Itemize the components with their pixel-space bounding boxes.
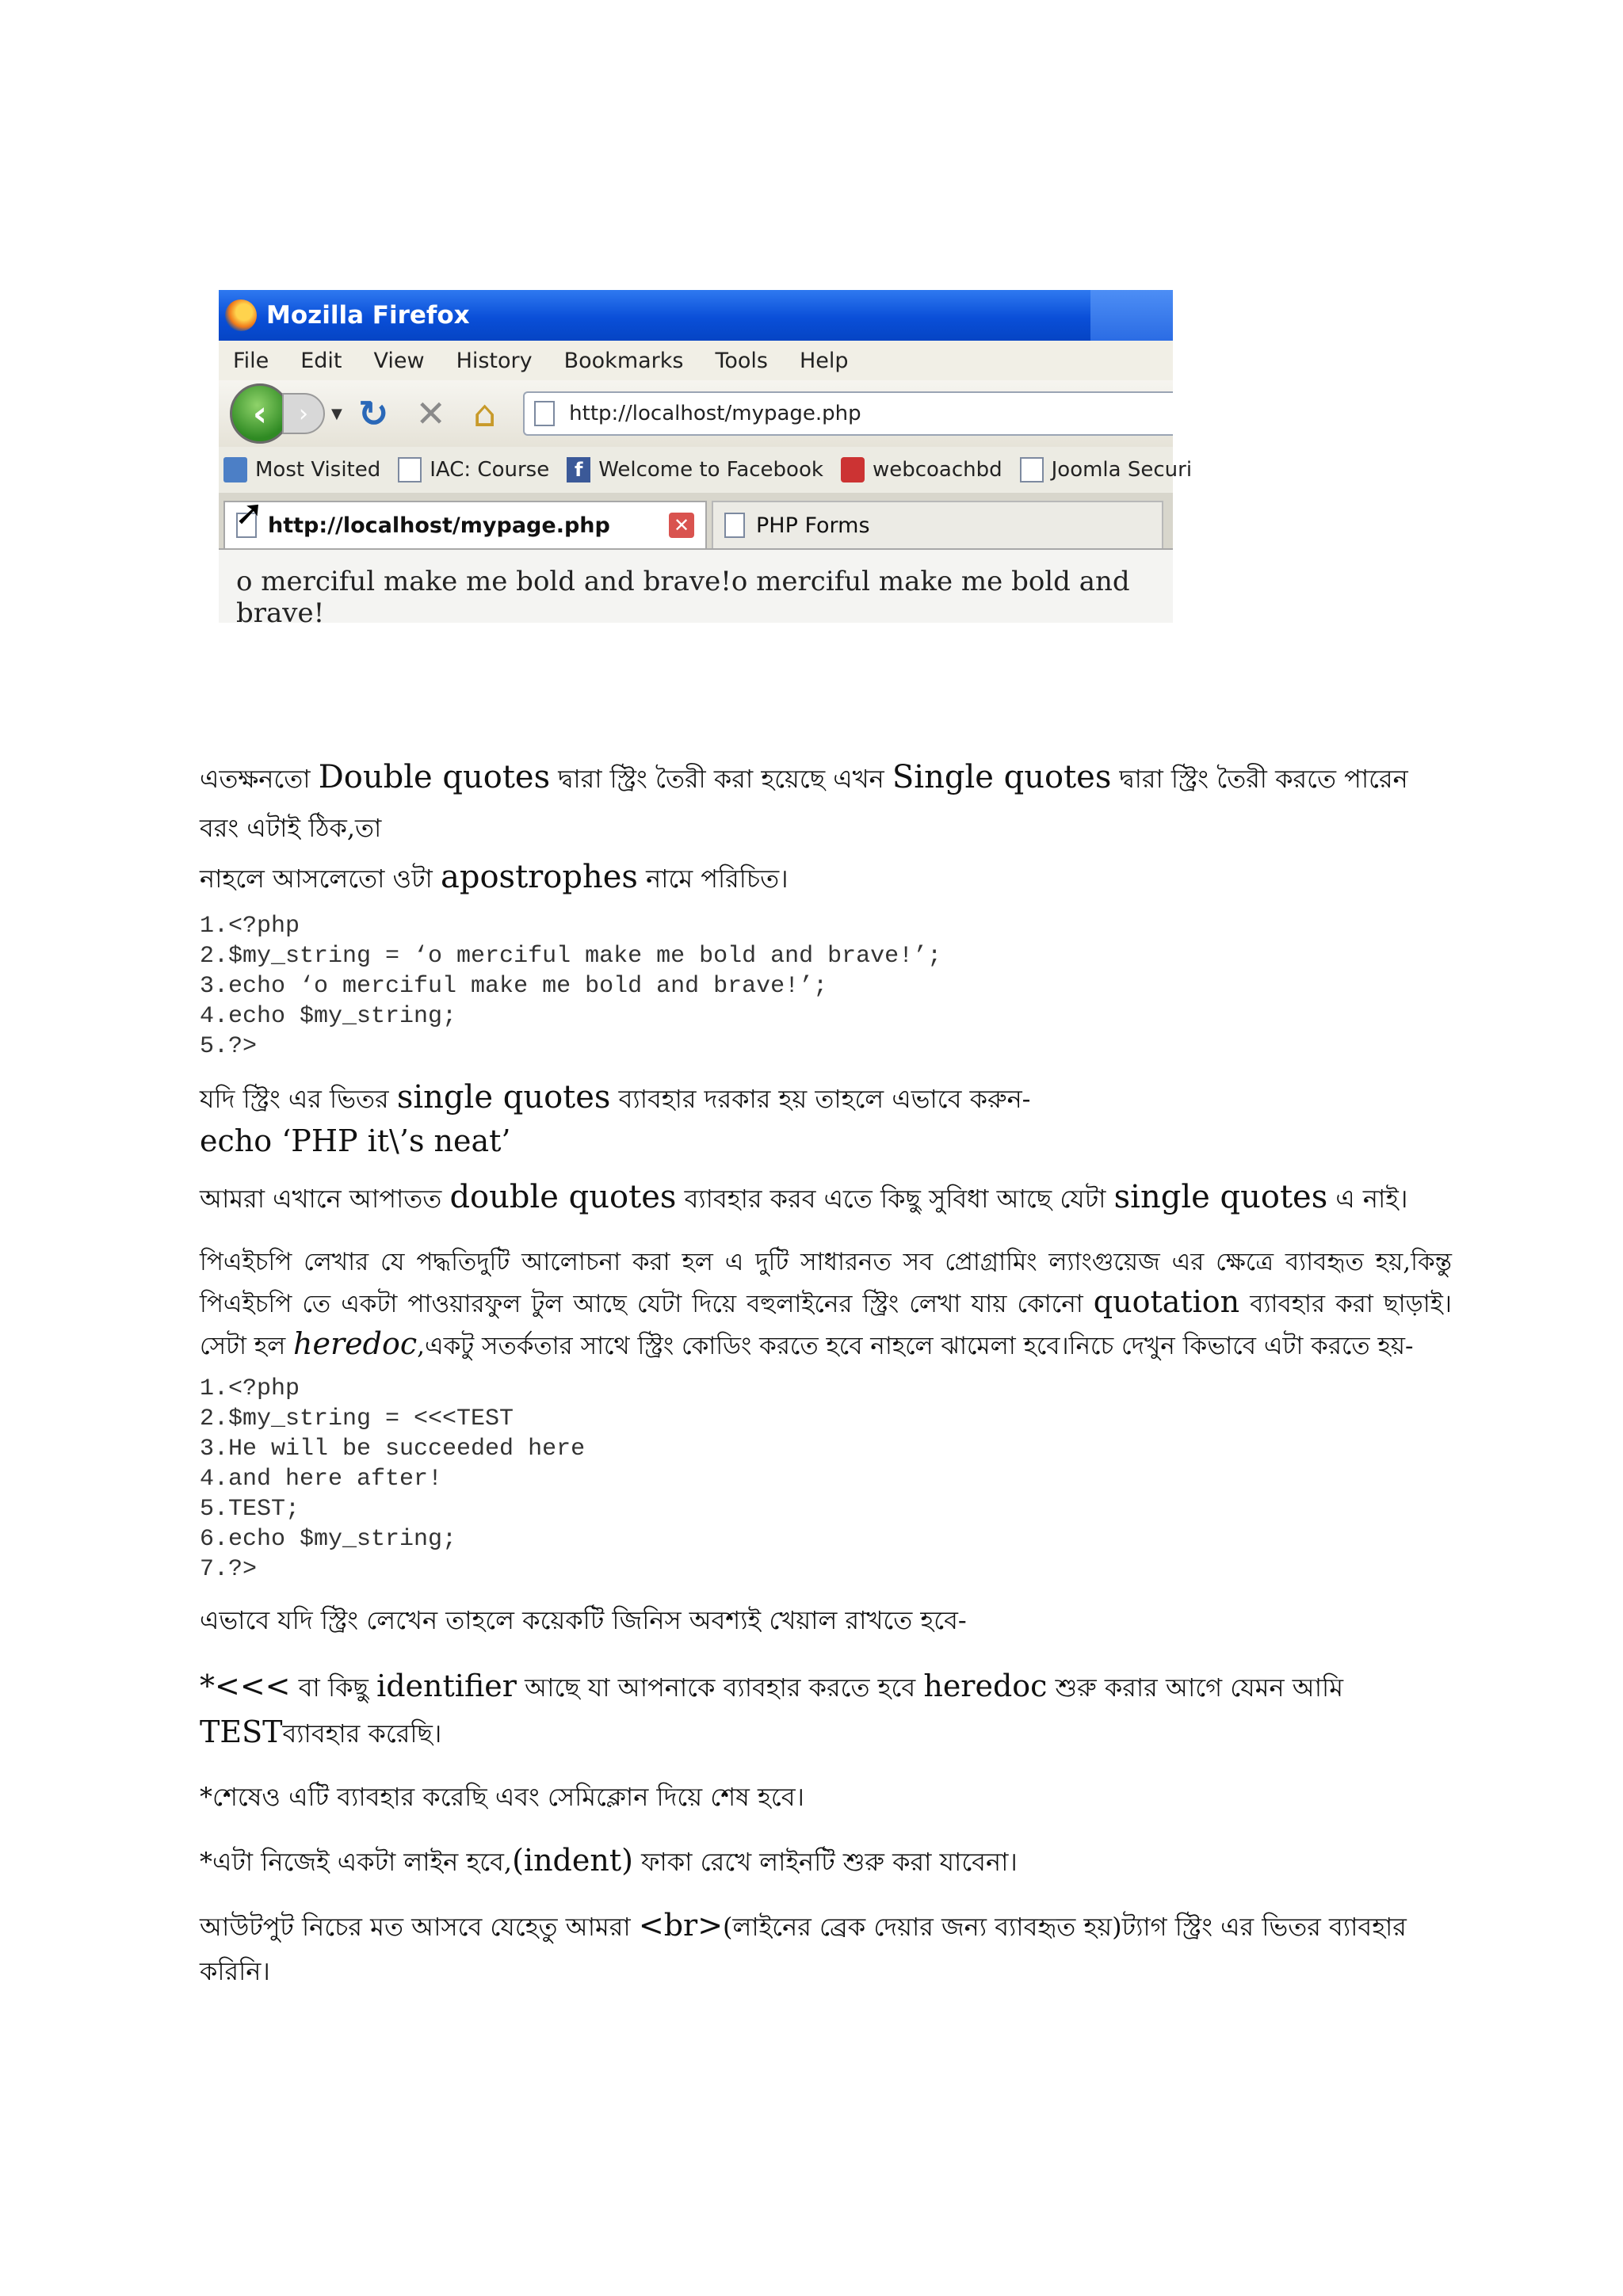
term: identifier: [376, 1669, 517, 1703]
term: (indent): [512, 1843, 633, 1878]
history-dropdown-icon[interactable]: ▼: [331, 405, 342, 422]
browser-screenshot: [219, 290, 1193, 629]
code-line: 5.?>: [200, 1033, 258, 1060]
text: বা কিছু: [290, 1672, 377, 1703]
home-icon[interactable]: ⌂: [472, 392, 497, 435]
text: যদি স্ট্রিং এর ভিতর: [200, 1084, 397, 1114]
term: apostrophes: [441, 859, 638, 895]
code-line: 4.and here after!: [200, 1466, 443, 1493]
menu-history[interactable]: History: [456, 348, 533, 373]
title-bar: [219, 290, 1173, 341]
paragraph-3: [200, 1073, 1452, 1123]
firefox-icon: [225, 299, 257, 331]
window-controls[interactable]: [1090, 290, 1173, 341]
text: ব্যাবহার করা ছাড়াই।সেটা হল: [200, 1290, 1452, 1360]
close-tab-icon[interactable]: ✕: [669, 513, 694, 538]
tab-label: http://localhost/mypage.php: [268, 513, 610, 538]
text: ব্যাবহার করব এতে কিছু সুবিধা আছে যেটা: [676, 1184, 1114, 1214]
text: আছে যা আপনাকে ব্যাবহার করতে হবে: [516, 1672, 924, 1703]
paragraph-7: [200, 1903, 1452, 1993]
text: ফাকা রেখে লাইনটি শুরু করা যাবেনা।: [632, 1847, 1018, 1877]
url-bar[interactable]: [523, 391, 1173, 436]
term: single quotes: [396, 1079, 611, 1116]
note-3: [200, 1838, 1452, 1884]
text: নাহলে আসলেতো ওটা: [200, 864, 441, 894]
facebook-icon: f: [567, 457, 590, 482]
text: এ নাই।: [1327, 1184, 1408, 1214]
paragraph-5: [200, 1242, 1452, 1366]
page-icon: [1020, 457, 1044, 482]
code-line: 5.TEST;: [200, 1496, 300, 1523]
bookmark-iac-course[interactable]: [398, 457, 549, 482]
code-line: 2.$my_string = ‘o merciful make me bold and brave!’;: [200, 943, 942, 970]
bookmark-label: IAC: Course: [430, 458, 550, 482]
term: heredoc: [923, 1669, 1048, 1703]
paragraph-2: [200, 852, 1452, 903]
term: single quotes: [1113, 1179, 1328, 1215]
code-line: 1.<?php: [200, 1375, 300, 1402]
code-line: 2.$my_string = <<<TEST: [200, 1405, 514, 1432]
text: নামে পরিচিত।: [637, 864, 789, 894]
bookmarks-toolbar: [219, 447, 1193, 493]
term: TEST: [200, 1714, 283, 1749]
forward-button[interactable]: [282, 393, 325, 434]
code-line: 6.echo $my_string;: [200, 1526, 457, 1553]
code-block-single-quotes: [200, 911, 1452, 1062]
bookmark-label: Most Visited: [255, 458, 381, 482]
code-line: 3.echo ‘o merciful make me bold and brave!’;: [200, 973, 828, 1000]
menu-file[interactable]: File: [233, 348, 269, 373]
most-visited-icon: [223, 457, 247, 482]
window-title: Mozilla Firefox: [266, 301, 470, 330]
code-block-heredoc: [200, 1374, 1452, 1585]
paragraph-4: [200, 1173, 1452, 1223]
reload-icon[interactable]: ↻: [357, 392, 389, 435]
forward-arrow-icon: ›: [299, 399, 308, 428]
tab-bar: [219, 493, 1173, 550]
code-line: 7.?>: [200, 1556, 258, 1583]
stop-icon[interactable]: ✕: [415, 392, 446, 435]
text: ,একটু সতর্কতার সাথে স্ট্রিং কোডিং করতে হবে নাহলে ঝামেলা হবে।নিচে দেখুন কিভাবে এটা করতে হয়-: [417, 1332, 1414, 1360]
text: ব্যাবহার করেছি।: [282, 1718, 442, 1749]
back-arrow-icon: ‹: [252, 393, 268, 434]
page-icon: [724, 513, 745, 538]
term: heredoc: [293, 1326, 418, 1361]
bookmark-most-visited[interactable]: [223, 457, 380, 482]
page-content: [219, 550, 1173, 645]
text: (লাইনের ব্রেক দেয়ার জন্য ব্যাবহৃত হয়)ট্যাগ স্ট্রিং এর ভিতর ব্যাবহার করিনি।: [200, 1912, 1407, 1986]
menu-bookmarks[interactable]: Bookmarks: [563, 348, 684, 373]
bookmark-label: Welcome to Facebook: [598, 458, 823, 482]
term: double quotes: [449, 1179, 677, 1215]
menu-edit[interactable]: Edit: [300, 348, 342, 373]
text: আউটপুট নিচের মত আসবে যেহেতু আমরা: [200, 1912, 639, 1942]
paragraph-6: এভাবে যদি স্ট্রিং লেখেন তাহলে কয়েকটি জিনিস অবশ্যই খেয়াল রাখতে হবে-: [200, 1605, 967, 1635]
tab-mypage[interactable]: [223, 501, 707, 548]
webcoachbd-icon: [841, 457, 865, 482]
term: quotation: [1093, 1284, 1240, 1319]
menu-help[interactable]: Help: [800, 348, 849, 373]
term: Double quotes: [318, 759, 551, 795]
bookmark-facebook[interactable]: [567, 457, 823, 482]
text: দ্বারা স্ট্রিং তৈরী করতে পারেন বরং এটাই ঠিক,তা: [200, 764, 1408, 843]
term: <br>: [638, 1908, 724, 1943]
menu-view[interactable]: View: [373, 348, 425, 373]
text: দ্বারা স্ট্রিং তৈরী করা হয়েছে এখন: [550, 764, 892, 794]
note-1: [200, 1664, 1452, 1756]
tab-label: PHP Forms: [756, 513, 870, 538]
bookmark-label: Joomla Securi: [1051, 458, 1193, 482]
text: এতক্ষনতো: [200, 764, 319, 794]
mouse-cursor-icon: ➚: [235, 493, 264, 533]
term: *<<<: [200, 1669, 291, 1703]
navigation-toolbar: [219, 380, 1173, 447]
text: ব্যাবহার দরকার হয় তাহলে এভাবে করুন-: [610, 1084, 1031, 1114]
tab-php-forms[interactable]: [712, 501, 1163, 548]
page-icon: [534, 401, 555, 426]
menu-bar: [219, 341, 1173, 380]
code-line: 1.<?php: [200, 913, 300, 940]
page-icon: [398, 457, 422, 482]
bookmark-joomla[interactable]: [1020, 457, 1192, 482]
bookmark-label: webcoachbd: [872, 458, 1002, 482]
code-line: 3.He will be succeeded here: [200, 1436, 586, 1463]
bookmark-webcoachbd[interactable]: [841, 457, 1002, 482]
text: শুরু করার আগে যেমন আমি: [1047, 1672, 1343, 1703]
output-text: o merciful make me bold and brave!o merciful make me bold and brave!: [236, 566, 1130, 629]
code-line: 4.echo $my_string;: [200, 1003, 457, 1030]
text: *এটা নিজেই একটা লাইন হবে,: [200, 1847, 513, 1877]
note-2: *শেষেও এটি ব্যাবহার করেছি এবং সেমিক্লোন দিয়ে শেষ হবে।: [200, 1782, 804, 1812]
back-button[interactable]: [230, 383, 290, 444]
term: Single quotes: [892, 759, 1112, 795]
text: পিএইচপি লেখার যে পদ্ধতিদুটি আলোচনা করা হল এ দুটি সাধারনত সব প্রোগ্রামিং ল্যাংগুয়েজ এর ক্ষেত্রে ব্যাবহৃত হয়,কিন্তু পিএইচপি তে একটা পাওয়ারফুল টুল আছে যেটা দিয়ে বহুলাইনের স্ট্রিং লেখা যায় কোনো: [200, 1248, 1452, 1318]
echo-example: echo ‘PHP it\’s neat’: [200, 1123, 511, 1158]
document-body: [200, 753, 1452, 2012]
url-text: http://localhost/mypage.php: [569, 402, 861, 425]
menu-tools[interactable]: Tools: [715, 348, 768, 373]
text: আমরা এখানে আপাতত: [200, 1184, 450, 1214]
paragraph-1: [200, 753, 1452, 852]
